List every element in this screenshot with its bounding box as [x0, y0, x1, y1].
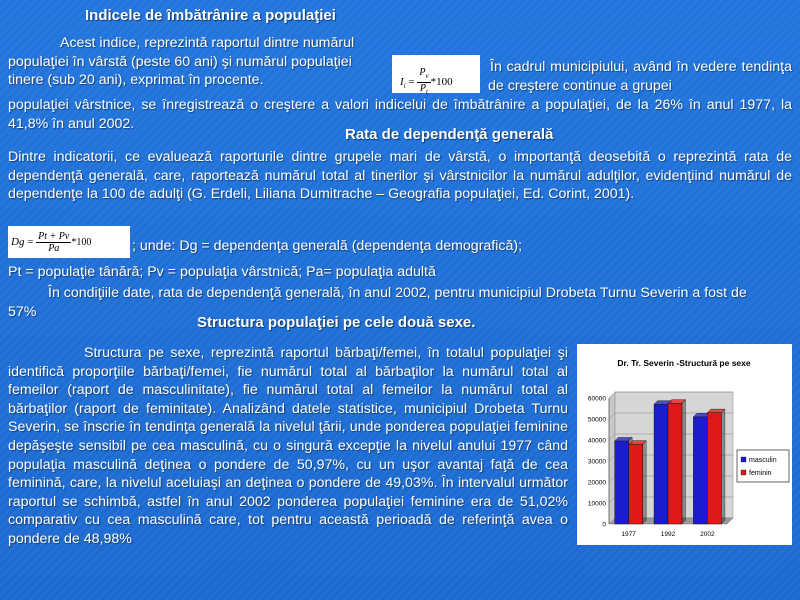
legend-swatch-masculin	[741, 457, 746, 462]
y-tick-label: 40000	[587, 437, 606, 445]
bar-feminin-2002	[707, 413, 721, 524]
aging-index-paragraph: Acest indice, reprezintă raportul dintre numărul populaţiei în vârstă (peste 60 ani) şi numărul populaţiei tinere (sub 20 ani), exprimat în procente.	[8, 35, 355, 89]
chart-title: Dr. Tr. Severin -Structură pe sexe	[617, 358, 751, 368]
y-tick-label: 60000	[587, 395, 606, 403]
x-tick-label: 2002	[700, 531, 715, 538]
x-tick-label: 1977	[621, 531, 636, 538]
formula-lhs: I	[400, 76, 404, 89]
bar-masculin-1992	[654, 404, 668, 524]
dependency-rate-result: În condiţiile date, rata de dependenţă generală, în anul 2002, pentru municipiul Drobeta Turnu Severin a fost de 57%	[8, 285, 747, 320]
formula-num-sub: v	[425, 72, 429, 80]
y-tick-label: 0	[602, 521, 606, 529]
bar-feminin-1977	[629, 444, 643, 524]
formula-num: P	[419, 67, 426, 78]
x-tick-label: 1992	[660, 531, 676, 538]
bar-side-feminin-2002	[721, 409, 725, 524]
formula-dg-num: Pt + Pv	[38, 231, 70, 242]
bar-feminin-1992	[668, 403, 682, 524]
aging-index-paragraph-continued: populaţiei vârstnice, se înregistrează o creştere a valori indicelui de îmbătrânire a populaţiei, de la 26% în anul 1977, la 41,8% în anul 2002.	[8, 97, 792, 132]
bar-side-feminin-1992	[682, 400, 686, 524]
chart-legend	[737, 450, 789, 482]
dependency-rate-formula: Dg = $\frac{Pt + Pv}{Pa}$ *100	[8, 226, 130, 258]
section-title-sex-structure: Structura populaţiei pe cele două sexe.	[197, 314, 476, 331]
y-tick-label: 20000	[587, 479, 606, 487]
formula-dg-tail: *100	[71, 237, 92, 249]
formula-dg: Dg	[11, 236, 25, 249]
formula-tail: *100	[430, 76, 453, 89]
formula-lhs-sub: i	[403, 82, 406, 91]
formula-dg-fraction	[36, 231, 71, 254]
y-tick-label: 50000	[587, 416, 606, 424]
formula-dg-den: Pa	[48, 243, 60, 254]
aging-index-formula: $I_i$ = $\frac{P_v}{P_t}$ *100	[392, 55, 480, 93]
y-tick-label: 30000	[587, 458, 606, 466]
bar-side-feminin-1977	[643, 441, 647, 524]
bar-masculin-2002	[693, 417, 707, 524]
bar-masculin-1977	[615, 441, 629, 524]
section-title-aging-index: Indicele de îmbătrânire a populaţiei	[85, 7, 336, 24]
aging-index-paragraph-right: În cadrul municipiului, având în vedere tendinţa de creştere continue a grupei	[488, 59, 792, 94]
sex-structure-chart	[577, 344, 792, 545]
dependency-rate-paragraph: Dintre indicatorii, ce evaluează raporturile dintre grupele mari de vârstă, o importanţă deosebită o reprezintă rata de dependenţă generală, care, raportează numărul total al tinerilor şi vârstnicilor la numărul adulţilor, evidenţiind numărul de dependenţe la 100 de adulţi (G. Erdeli, Liliana Dumitrache – Geografia populaţiei, Ed. Corint, 2001).	[8, 149, 792, 203]
legend-label-masculin: masculin	[749, 457, 777, 464]
formula-fraction	[417, 67, 430, 98]
formula-den-sub: t	[426, 88, 428, 96]
legend-swatch-feminin	[741, 470, 746, 475]
section-title-dependency-rate: Rata de dependenţă generală	[345, 126, 554, 143]
formula-den: P	[419, 83, 427, 94]
legend-label-feminin: feminin	[749, 470, 772, 477]
dependency-formula-note: ; unde: Dg = dependenţa generală (dependenţa demografică);	[132, 238, 523, 254]
sex-structure-paragraph: Structura pe sexe, reprezintă raportul bărbaţi/femei, în totalul populaţiei şi identifică proporţiile bărbaţi/femei, fie numărul total al bărbaţilor la numărul total al femeilor (raport de masculinitate), fie numărul total al femeilor la numărul total al bărbaţilor (raport de feminitate). Analizând datele statistice, municipiul Drobeta Turnu Severin, se înscrie în tendinţa generală la nivelul ţării, unde ponderea populaţiei feminine depăşeşte sensibil pe cea masculină, cu o singură excepţie la nivelul anului 1977 când populaţia masculină deţinea o pondere de 50,97%, cu un uşor avantaj faţă de cea feminină, care, la nivelul aceluiaşi an deţinea o pondere de 49,03%. În intervalul următor raportul se schimbă, astfel în anul 2002 ponderea populaţiei feminine era de 51,02% comparativ cu cea masculină care, tot pentru această perioadă de referinţă avea o pondere de 48,98%	[8, 345, 568, 547]
y-tick-label: 10000	[587, 500, 606, 508]
dependency-variables-legend: Pt = populaţie tânără; Pv = populaţia vârstnică; Pa= populaţia adultă	[8, 264, 436, 280]
chart-svg	[577, 344, 792, 545]
